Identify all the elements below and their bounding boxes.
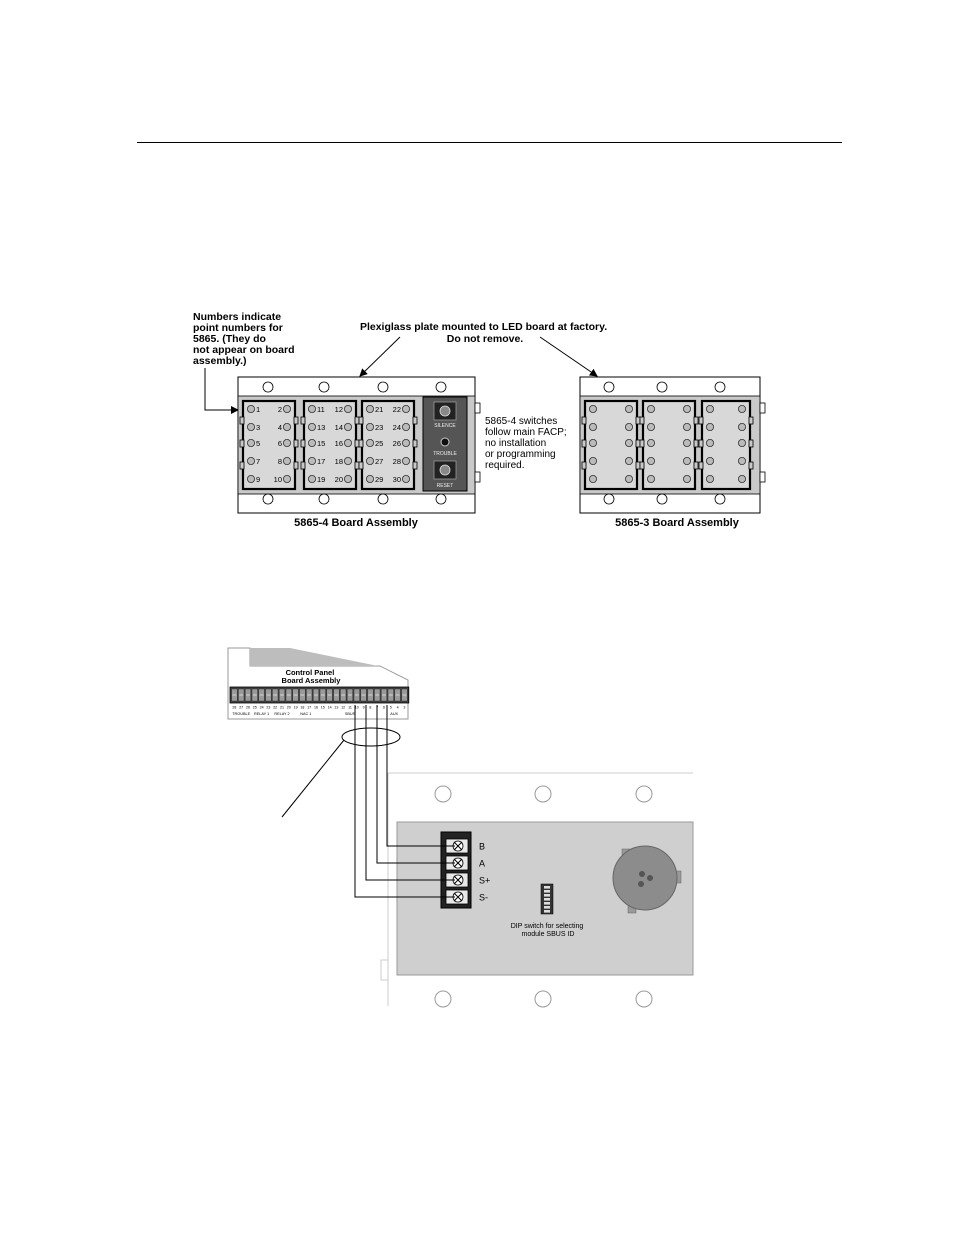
mounting-hole	[378, 494, 388, 504]
dip-switch-label: DIP switch for selecting module SBUS ID	[510, 923, 584, 938]
terminal-group-label: TROUBLE	[232, 712, 251, 716]
point-number: 8	[277, 457, 282, 466]
point-number: 5	[256, 439, 261, 448]
led-indicator	[683, 475, 690, 482]
point-number: 13	[317, 423, 326, 432]
callout-switches: 5865-4 switches follow main FACP; no installation or programming required.	[485, 416, 567, 471]
led-indicator	[344, 475, 351, 482]
led-indicator	[589, 439, 596, 446]
dip-slot	[544, 890, 550, 893]
reset-label: RESET	[436, 483, 454, 489]
led-indicator	[308, 475, 315, 482]
terminal-number: 11	[348, 705, 352, 710]
terminal-number: 27	[239, 705, 244, 710]
terminal-number: 13	[334, 705, 339, 710]
dip-slot	[544, 894, 550, 897]
led-indicator	[706, 457, 713, 464]
led-indicator	[589, 423, 596, 430]
point-number: 19	[317, 475, 326, 484]
point-number: 24	[392, 423, 401, 432]
terminal-number: 28	[232, 705, 237, 710]
mounting-hole	[715, 382, 725, 392]
sbus-module	[381, 773, 693, 1007]
callout-arrow-plexiglass-right	[540, 337, 597, 376]
point-number: 26	[392, 439, 401, 448]
point-number: 4	[277, 423, 282, 432]
mounting-hole	[319, 382, 329, 392]
sbus-terminal-highlight	[342, 728, 400, 746]
point-number: 30	[392, 475, 401, 484]
led-indicator	[308, 457, 315, 464]
led-indicator	[344, 457, 351, 464]
point-number: 10	[273, 475, 282, 484]
mounting-hole	[378, 382, 388, 392]
led-indicator	[589, 475, 596, 482]
led-indicator	[738, 439, 745, 446]
led-indicator	[366, 405, 373, 412]
terminal-number: 6	[383, 705, 385, 710]
led-indicator	[738, 475, 745, 482]
led-indicator	[647, 405, 654, 412]
led-indicator	[683, 457, 690, 464]
dip-switch[interactable]	[541, 884, 553, 914]
point-number: 2	[277, 405, 282, 414]
module-terminal-label: A	[479, 858, 486, 869]
led-indicator	[738, 457, 745, 464]
led-indicator	[366, 475, 373, 482]
point-number: 12	[334, 405, 343, 414]
led-indicator	[344, 439, 351, 446]
terminal-group-label: SBUS	[344, 712, 356, 716]
point-number: 21	[375, 405, 384, 414]
led-indicator	[706, 439, 713, 446]
led-indicator	[366, 439, 373, 446]
mounting-hole	[319, 494, 329, 504]
terminal-number: 16	[314, 705, 318, 710]
led-indicator	[402, 457, 409, 464]
terminal-number: 23	[266, 705, 271, 710]
callout-arrow-numbers	[205, 368, 238, 410]
terminal-number: 22	[273, 705, 278, 710]
mounting-hole	[657, 494, 667, 504]
terminal-number: 5	[389, 705, 392, 710]
figure-led-boards	[193, 311, 765, 529]
terminal-number: 15	[320, 705, 325, 710]
led-indicator	[647, 439, 654, 446]
led-indicator	[647, 475, 654, 482]
board-5865-4	[238, 377, 480, 513]
point-number: 14	[334, 423, 343, 432]
led-indicator	[706, 405, 713, 412]
led-indicator	[344, 405, 351, 412]
terminal-number: 17	[307, 705, 312, 710]
terminal-number: 4	[396, 705, 399, 710]
point-number: 23	[375, 423, 384, 432]
led-indicator	[283, 439, 290, 446]
led-indicator	[402, 405, 409, 412]
point-number: 1	[256, 405, 261, 414]
led-indicator	[683, 439, 690, 446]
led-indicator	[247, 439, 254, 446]
led-indicator	[625, 457, 632, 464]
point-number: 15	[317, 439, 326, 448]
board-5865-3-caption: 5865-3 Board Assembly	[615, 517, 739, 529]
led-indicator	[308, 439, 315, 446]
led-indicator	[247, 423, 254, 430]
trouble-led	[441, 438, 449, 446]
callout-leader-line	[282, 740, 344, 817]
point-number: 29	[375, 475, 384, 484]
dip-slot	[544, 910, 550, 913]
led-indicator	[402, 439, 409, 446]
point-number: 11	[317, 405, 325, 414]
dip-slot	[544, 902, 550, 905]
mounting-hole	[436, 494, 446, 504]
led-indicator	[344, 423, 351, 430]
terminal-number: 14	[327, 705, 332, 710]
led-indicator	[738, 423, 745, 430]
figure-wiring	[228, 648, 693, 1007]
mounting-hole	[657, 382, 667, 392]
terminal-number: 9	[362, 705, 365, 710]
terminal-group-label: NAC 1	[300, 712, 312, 716]
callout-numbers: Numbers indicate point numbers for 5865. (They do not appear on board assembly.)	[193, 311, 295, 367]
led-indicator	[589, 405, 596, 412]
point-number: 20	[334, 475, 343, 484]
led-indicator	[647, 423, 654, 430]
led-indicator	[625, 423, 632, 430]
mounting-hole	[263, 382, 273, 392]
point-number: 17	[317, 457, 326, 466]
terminal-group-label: AUX	[390, 712, 399, 716]
module-terminal-label: S+	[479, 875, 491, 886]
led-indicator	[402, 475, 409, 482]
led-indicator	[625, 439, 632, 446]
led-indicator	[247, 475, 254, 482]
led-indicator	[366, 457, 373, 464]
callout-plexiglass: Plexiglass plate mounted to LED board at factory. Do not remove.	[359, 321, 608, 345]
silence-label: SILENCE	[434, 423, 456, 429]
terminal-number: 7	[376, 705, 379, 710]
led-indicator	[625, 405, 632, 412]
dip-slot	[544, 906, 550, 909]
terminal-number: 20	[286, 705, 291, 710]
point-number: 9	[256, 475, 261, 484]
led-indicator	[283, 475, 290, 482]
led-indicator	[706, 423, 713, 430]
terminal-group-label: RELAY 1	[253, 712, 270, 716]
led-indicator	[308, 423, 315, 430]
mounting-hole	[715, 494, 725, 504]
led-indicator	[625, 475, 632, 482]
point-number: 25	[375, 439, 384, 448]
terminal-number: 24	[259, 705, 264, 710]
led-indicator	[366, 423, 373, 430]
dip-slot	[544, 898, 550, 901]
terminal-number: 8	[369, 705, 372, 710]
point-number: 16	[334, 439, 343, 448]
module-terminal-label: B	[479, 841, 486, 852]
terminal-number: 12	[341, 705, 346, 710]
module-terminal-label: S-	[479, 892, 488, 903]
board-5865-4-caption: 5865-4 Board Assembly	[294, 517, 418, 529]
callout-arrow-plexiglass-left	[360, 337, 400, 376]
point-number: 27	[375, 457, 384, 466]
terminal-number: 21	[280, 705, 284, 710]
led-indicator	[706, 475, 713, 482]
point-number: 18	[334, 457, 343, 466]
led-indicator	[402, 423, 409, 430]
mounting-hole	[604, 382, 614, 392]
led-indicator	[683, 405, 690, 412]
terminal-number: 26	[246, 705, 250, 710]
mounting-hole	[263, 494, 273, 504]
terminal-number: 25	[252, 705, 257, 710]
board-5865-3	[580, 377, 765, 513]
terminal-number: 19	[293, 705, 298, 710]
led-indicator	[683, 423, 690, 430]
trouble-label: TROUBLE	[433, 451, 457, 457]
point-number: 7	[256, 457, 261, 466]
terminal-group-label: RELAY 2	[274, 712, 290, 716]
mounting-hole	[436, 382, 446, 392]
point-number: 6	[277, 439, 282, 448]
control-panel-label: Control Panel Board Assembly	[281, 668, 341, 685]
mounting-hole	[604, 494, 614, 504]
led-indicator	[247, 405, 254, 412]
led-indicator	[283, 423, 290, 430]
point-number: 22	[392, 405, 401, 414]
led-indicator	[647, 457, 654, 464]
led-indicator	[283, 405, 290, 412]
point-number: 3	[256, 423, 261, 432]
led-indicator	[283, 457, 290, 464]
terminal-number: 10	[354, 705, 359, 710]
dip-slot	[544, 886, 550, 889]
control-panel-board	[228, 648, 409, 719]
led-indicator	[247, 457, 254, 464]
point-number: 28	[392, 457, 401, 466]
terminal-number: 18	[300, 705, 305, 710]
terminal-number: 3	[403, 705, 406, 710]
led-indicator	[738, 405, 745, 412]
led-indicator	[308, 405, 315, 412]
switch-panel	[423, 397, 467, 491]
led-indicator	[589, 457, 596, 464]
